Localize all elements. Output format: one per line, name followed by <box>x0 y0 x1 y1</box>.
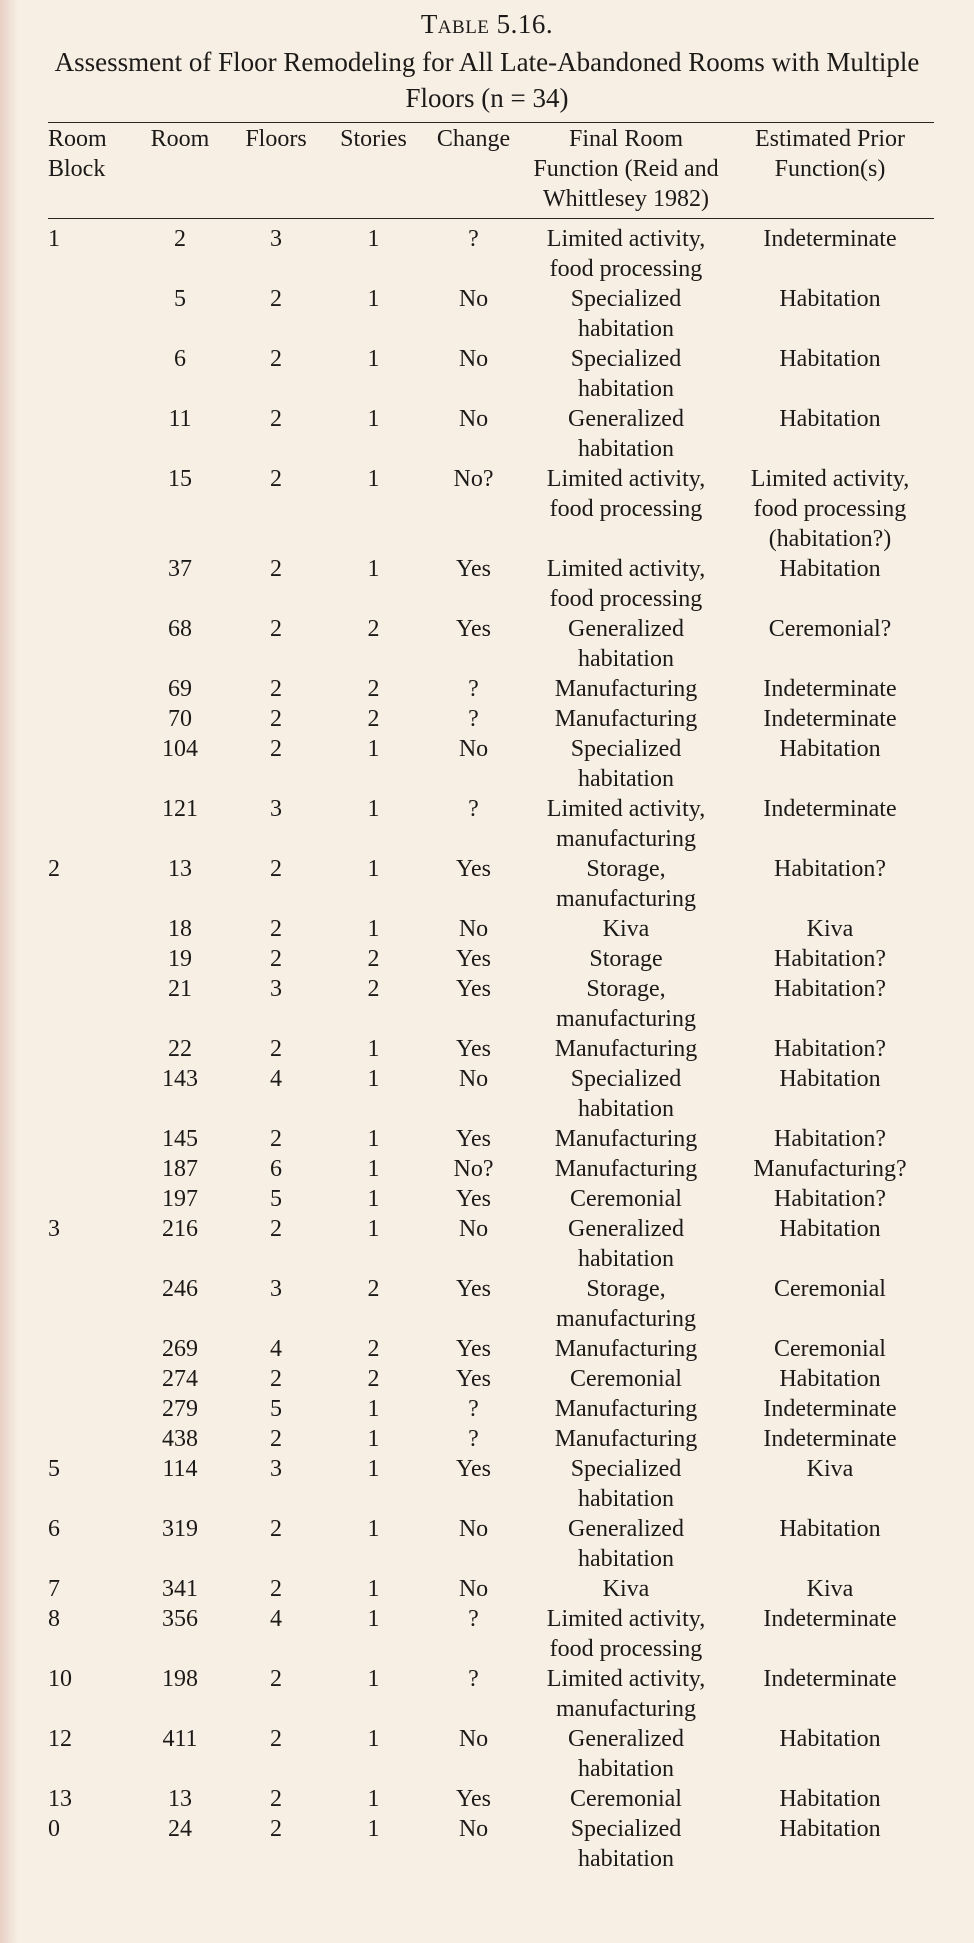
cell-final-function: Limited activity, food processing <box>546 1606 706 1662</box>
cell-final-function: Kiva <box>602 1576 650 1602</box>
cell-room-block <box>48 914 134 944</box>
cell-change: Yes <box>456 976 491 1002</box>
cell-final-function: Manufacturing <box>554 1126 698 1152</box>
col-header-change: Change <box>436 126 511 152</box>
cell-room-block <box>48 464 134 554</box>
cell-floors: 4 <box>270 1606 282 1632</box>
cell-room-block <box>48 554 134 614</box>
cell-room: 13 <box>168 856 192 882</box>
cell-floors: 2 <box>270 1786 282 1812</box>
cell-floors: 3 <box>270 226 282 252</box>
cell-change: No <box>458 1516 489 1542</box>
cell-room-block <box>48 1124 134 1154</box>
cell-change: No <box>458 736 489 762</box>
cell-room: 37 <box>168 556 192 582</box>
cell-change: No <box>458 1216 489 1242</box>
cell-change: Yes <box>456 1036 491 1062</box>
cell-floors: 2 <box>270 466 282 492</box>
cell-change: Yes <box>456 1366 491 1392</box>
table-row <box>48 1334 934 1364</box>
cell-change: No? <box>453 1156 494 1182</box>
cell-room: 121 <box>162 796 198 822</box>
cell-stories: 1 <box>367 856 380 882</box>
cell-final-function: Manufacturing <box>554 1156 698 1182</box>
cell-room-block <box>48 1064 134 1124</box>
table-row <box>48 284 934 344</box>
cell-stories: 2 <box>367 946 380 972</box>
cell-prior-function: Habitation <box>779 1066 881 1092</box>
cell-room-block: 5 <box>48 1456 60 1482</box>
table-row <box>48 704 934 734</box>
cell-final-function: Kiva <box>602 916 650 942</box>
cell-floors: 2 <box>270 736 282 762</box>
table-row <box>48 1184 934 1214</box>
cell-room-block <box>48 794 134 854</box>
cell-room: 216 <box>162 1216 198 1242</box>
cell-floors: 2 <box>270 1216 282 1242</box>
cell-stories: 2 <box>367 676 380 702</box>
cell-stories: 1 <box>367 556 380 582</box>
cell-final-function: Storage <box>589 946 663 972</box>
cell-floors: 2 <box>270 856 282 882</box>
cell-room: 68 <box>168 616 192 642</box>
cell-room: 22 <box>168 1036 192 1062</box>
cell-room-block <box>48 944 134 974</box>
table-row <box>48 464 934 554</box>
cell-room-block: 12 <box>48 1726 72 1752</box>
cell-prior-function: Indeterminate <box>763 1426 897 1452</box>
cell-final-function: Storage, manufacturing <box>556 1276 696 1332</box>
cell-change: ? <box>468 226 479 252</box>
cell-prior-function: Habitation? <box>774 976 886 1002</box>
cell-floors: 2 <box>270 346 282 372</box>
cell-final-function: Limited activity, manufacturing <box>546 796 706 852</box>
cell-floors: 3 <box>270 1276 282 1302</box>
cell-stories: 1 <box>367 1786 380 1812</box>
table-row <box>48 1214 934 1274</box>
table-row <box>48 944 934 974</box>
cell-room: 274 <box>162 1366 198 1392</box>
cell-change: No <box>458 406 489 432</box>
cell-floors: 2 <box>270 1426 282 1452</box>
table-row <box>48 1124 934 1154</box>
cell-floors: 2 <box>270 1126 282 1152</box>
cell-floors: 2 <box>270 1516 282 1542</box>
table-row <box>48 974 934 1034</box>
table-row <box>48 1664 934 1724</box>
cell-prior-function: Habitation <box>779 736 881 762</box>
cell-room-block <box>48 1034 134 1064</box>
table-row <box>48 404 934 464</box>
cell-floors: 6 <box>270 1156 282 1182</box>
cell-floors: 2 <box>270 406 282 432</box>
cell-final-function: Manufacturing <box>554 676 698 702</box>
cell-change: No <box>458 916 489 942</box>
cell-room: 21 <box>168 976 192 1002</box>
table-row <box>48 1364 934 1394</box>
cell-stories: 1 <box>367 1126 380 1152</box>
cell-final-function: Ceremonial <box>570 1366 682 1392</box>
cell-final-function: Manufacturing <box>554 1036 698 1062</box>
table-header-row <box>48 124 934 218</box>
cell-room-block: 10 <box>48 1666 72 1692</box>
cell-final-function: Ceremonial <box>570 1786 682 1812</box>
cell-stories: 1 <box>367 1036 380 1062</box>
cell-prior-function: Habitation? <box>774 1036 886 1062</box>
cell-room-block <box>48 614 134 674</box>
col-header-room: Room <box>150 126 210 152</box>
cell-floors: 2 <box>270 616 282 642</box>
cell-room: 11 <box>168 406 192 432</box>
cell-final-function: Storage, manufacturing <box>556 856 696 912</box>
cell-room-block: 6 <box>48 1516 60 1542</box>
col-header-floors: Floors <box>245 126 307 152</box>
cell-floors: 2 <box>270 1726 282 1752</box>
cell-prior-function: Ceremonial? <box>768 616 892 642</box>
remodeling-table <box>48 124 934 1874</box>
table-row <box>48 344 934 404</box>
cell-floors: 2 <box>270 1666 282 1692</box>
table-row <box>48 1454 934 1514</box>
cell-stories: 1 <box>367 1726 380 1752</box>
cell-change: ? <box>468 1606 479 1632</box>
col-header-room-block: Room Block <box>48 126 107 182</box>
cell-change: Yes <box>456 1186 491 1212</box>
table-row <box>48 1574 934 1604</box>
table-row <box>48 1034 934 1064</box>
cell-room: 319 <box>162 1516 198 1542</box>
cell-room: 69 <box>168 676 192 702</box>
cell-room-block <box>48 704 134 734</box>
cell-final-function: Specialized habitation <box>570 1066 682 1122</box>
cell-floors: 2 <box>270 556 282 582</box>
table-row <box>48 854 934 914</box>
cell-room-block <box>48 1274 134 1334</box>
cell-room-block <box>48 404 134 464</box>
cell-prior-function: Habitation <box>779 1216 881 1242</box>
cell-final-function: Ceremonial <box>570 1186 682 1212</box>
cell-prior-function: Habitation <box>779 286 881 312</box>
cell-prior-function: Habitation <box>779 1726 881 1752</box>
cell-prior-function: Ceremonial <box>774 1276 886 1302</box>
cell-prior-function: Indeterminate <box>763 226 897 252</box>
cell-final-function: Manufacturing <box>554 1336 698 1362</box>
cell-floors: 2 <box>270 706 282 732</box>
cell-final-function: Generalized habitation <box>568 1516 684 1572</box>
cell-room-block: 1 <box>48 226 60 252</box>
cell-stories: 1 <box>367 406 380 432</box>
cell-stories: 1 <box>367 1066 380 1092</box>
cell-room: 438 <box>162 1426 198 1452</box>
cell-final-function: Limited activity, food processing <box>546 556 706 612</box>
cell-stories: 1 <box>367 1456 380 1482</box>
table-row <box>48 1274 934 1334</box>
cell-room: 104 <box>162 736 198 762</box>
cell-floors: 2 <box>270 1366 282 1392</box>
cell-stories: 1 <box>367 1606 380 1632</box>
cell-stories: 1 <box>367 346 380 372</box>
cell-room: 70 <box>168 706 192 732</box>
table-row <box>48 1394 934 1424</box>
cell-prior-function: Indeterminate <box>763 1396 897 1422</box>
cell-room: 5 <box>174 286 186 312</box>
cell-change: No <box>458 1726 489 1752</box>
cell-floors: 4 <box>270 1336 282 1362</box>
table-label: Table 5.16. <box>420 9 554 39</box>
cell-change: Yes <box>456 556 491 582</box>
table-row <box>48 1814 934 1874</box>
cell-room-block <box>48 1334 134 1364</box>
cell-prior-function: Habitation <box>779 1816 881 1842</box>
cell-prior-function: Habitation <box>779 406 881 432</box>
cell-stories: 1 <box>367 466 380 492</box>
cell-final-function: Specialized habitation <box>570 1816 682 1872</box>
table-row <box>48 554 934 614</box>
top-rule <box>48 122 934 123</box>
cell-floors: 3 <box>270 796 282 822</box>
cell-floors: 2 <box>270 1576 282 1602</box>
cell-room: 24 <box>168 1816 192 1842</box>
table-row <box>48 614 934 674</box>
table-row <box>48 1784 934 1814</box>
cell-room: 143 <box>162 1066 198 1092</box>
cell-stories: 1 <box>367 1216 380 1242</box>
cell-change: Yes <box>456 1786 491 1812</box>
cell-room-block: 8 <box>48 1606 60 1632</box>
cell-final-function: Generalized habitation <box>568 1726 684 1782</box>
cell-prior-function: Manufacturing? <box>753 1156 907 1182</box>
table-row <box>48 794 934 854</box>
cell-final-function: Manufacturing <box>554 706 698 732</box>
cell-final-function: Specialized habitation <box>570 1456 682 1512</box>
cell-change: No <box>458 1576 489 1602</box>
cell-stories: 1 <box>367 736 380 762</box>
cell-change: Yes <box>456 1456 491 1482</box>
cell-room-block <box>48 674 134 704</box>
table-row <box>48 218 934 284</box>
cell-final-function: Generalized habitation <box>568 616 684 672</box>
cell-prior-function: Habitation? <box>774 946 886 972</box>
cell-floors: 2 <box>270 946 282 972</box>
cell-prior-function: Habitation <box>779 556 881 582</box>
cell-final-function: Storage, manufacturing <box>556 976 696 1032</box>
cell-prior-function: Indeterminate <box>763 796 897 822</box>
col-header-prior-function: Estimated Prior Function(s) <box>755 126 905 182</box>
table-row <box>48 1424 934 1454</box>
cell-prior-function: Kiva <box>806 916 854 942</box>
cell-prior-function: Habitation? <box>774 1126 886 1152</box>
cell-stories: 2 <box>367 1366 380 1392</box>
cell-stories: 2 <box>367 706 380 732</box>
cell-prior-function: Indeterminate <box>763 706 897 732</box>
cell-final-function: Manufacturing <box>554 1426 698 1452</box>
header-rule <box>48 218 934 219</box>
cell-room-block <box>48 1364 134 1394</box>
cell-stories: 1 <box>367 1396 380 1422</box>
cell-room-block: 7 <box>48 1576 60 1602</box>
cell-change: No <box>458 286 489 312</box>
cell-prior-function: Ceremonial <box>774 1336 886 1362</box>
cell-change: ? <box>468 1666 479 1692</box>
cell-change: ? <box>468 1396 479 1422</box>
cell-change: Yes <box>456 856 491 882</box>
cell-floors: 2 <box>270 676 282 702</box>
cell-room: 145 <box>162 1126 198 1152</box>
cell-final-function: Limited activity, food processing <box>546 466 706 522</box>
cell-room: 269 <box>162 1336 198 1362</box>
cell-room-block <box>48 734 134 794</box>
cell-final-function: Manufacturing <box>554 1396 698 1422</box>
cell-prior-function: Habitation? <box>774 1186 886 1212</box>
cell-final-function: Specialized habitation <box>570 736 682 792</box>
cell-floors: 3 <box>270 1456 282 1482</box>
cell-change: ? <box>468 676 479 702</box>
col-header-stories: Stories <box>340 126 407 152</box>
cell-floors: 2 <box>270 1036 282 1062</box>
cell-prior-function: Kiva <box>806 1456 854 1482</box>
table-row <box>48 1154 934 1184</box>
cell-floors: 2 <box>270 1816 282 1842</box>
cell-floors: 2 <box>270 916 282 942</box>
cell-room-block <box>48 1184 134 1214</box>
table-row <box>48 1724 934 1784</box>
cell-room: 198 <box>162 1666 198 1692</box>
cell-prior-function: Indeterminate <box>763 1606 897 1632</box>
cell-change: Yes <box>456 616 491 642</box>
cell-final-function: Generalized habitation <box>568 406 684 462</box>
cell-change: ? <box>468 796 479 822</box>
cell-room: 411 <box>162 1726 198 1752</box>
cell-final-function: Generalized habitation <box>568 1216 684 1272</box>
cell-prior-function: Habitation <box>779 1366 881 1392</box>
cell-change: No <box>458 346 489 372</box>
cell-change: Yes <box>456 946 491 972</box>
cell-final-function: Specialized habitation <box>570 286 682 342</box>
cell-prior-function: Kiva <box>806 1576 854 1602</box>
table-row <box>48 734 934 794</box>
cell-final-function: Limited activity, food processing <box>546 226 706 282</box>
cell-prior-function: Habitation? <box>774 856 886 882</box>
cell-prior-function: Habitation <box>779 1516 881 1542</box>
cell-change: ? <box>468 706 479 732</box>
table-row <box>48 914 934 944</box>
cell-prior-function: Limited activity, food processing (habitation?) <box>750 466 910 552</box>
cell-room-block: 0 <box>48 1816 60 1842</box>
cell-room: 279 <box>162 1396 198 1422</box>
cell-room: 19 <box>168 946 192 972</box>
cell-room-block <box>48 1394 134 1424</box>
cell-room: 187 <box>162 1156 198 1182</box>
cell-change: Yes <box>456 1276 491 1302</box>
cell-room: 246 <box>162 1276 198 1302</box>
cell-room: 114 <box>162 1456 198 1482</box>
cell-prior-function: Indeterminate <box>763 676 897 702</box>
table-body <box>48 218 934 1874</box>
cell-room-block: 13 <box>48 1786 72 1812</box>
cell-stories: 1 <box>367 1516 380 1542</box>
cell-floors: 5 <box>270 1396 282 1422</box>
table-row <box>48 1514 934 1574</box>
cell-room-block <box>48 974 134 1034</box>
cell-change: Yes <box>456 1126 491 1152</box>
cell-change: No <box>458 1816 489 1842</box>
cell-stories: 1 <box>367 1156 380 1182</box>
cell-room-block: 2 <box>48 856 60 882</box>
cell-change: ? <box>468 1426 479 1452</box>
table-row <box>48 674 934 704</box>
cell-stories: 1 <box>367 1186 380 1212</box>
cell-room: 197 <box>162 1186 198 1212</box>
cell-prior-function: Habitation <box>779 1786 881 1812</box>
cell-stories: 2 <box>367 1276 380 1302</box>
cell-stories: 1 <box>367 1426 380 1452</box>
cell-stories: 1 <box>367 226 380 252</box>
cell-room: 356 <box>162 1606 198 1632</box>
cell-floors: 2 <box>270 286 282 312</box>
cell-room: 2 <box>174 226 186 252</box>
cell-room-block <box>48 284 134 344</box>
table-row <box>48 1604 934 1664</box>
col-header-final-function: Final Room Function (Reid and Whittlesey 1982) <box>533 126 719 212</box>
cell-room: 15 <box>168 466 192 492</box>
table-row <box>48 1064 934 1124</box>
cell-floors: 4 <box>270 1066 282 1092</box>
cell-stories: 1 <box>367 286 380 312</box>
cell-stories: 2 <box>367 1336 380 1362</box>
cell-prior-function: Indeterminate <box>763 1666 897 1692</box>
cell-stories: 1 <box>367 1666 380 1692</box>
cell-change: No <box>458 1066 489 1092</box>
cell-change: No? <box>453 466 494 492</box>
cell-room-block: 3 <box>48 1216 60 1242</box>
cell-room: 13 <box>168 1786 192 1812</box>
cell-stories: 1 <box>367 916 380 942</box>
cell-stories: 2 <box>367 976 380 1002</box>
cell-floors: 3 <box>270 976 282 1002</box>
cell-stories: 1 <box>367 796 380 822</box>
cell-floors: 5 <box>270 1186 282 1212</box>
cell-final-function: Specialized habitation <box>570 346 682 402</box>
cell-final-function: Limited activity, manufacturing <box>546 1666 706 1722</box>
cell-room-block <box>48 1424 134 1454</box>
cell-room: 18 <box>168 916 192 942</box>
cell-prior-function: Habitation <box>779 346 881 372</box>
table-title: Assessment of Floor Remodeling for All Late-Abandoned Rooms with Multiple Floors (n = 34) <box>54 47 920 113</box>
cell-stories: 1 <box>367 1816 380 1842</box>
cell-room: 6 <box>174 346 186 372</box>
cell-change: Yes <box>456 1336 491 1362</box>
cell-room-block <box>48 1154 134 1184</box>
cell-room: 341 <box>162 1576 198 1602</box>
cell-stories: 2 <box>367 616 380 642</box>
cell-room-block <box>48 344 134 404</box>
cell-stories: 1 <box>367 1576 380 1602</box>
